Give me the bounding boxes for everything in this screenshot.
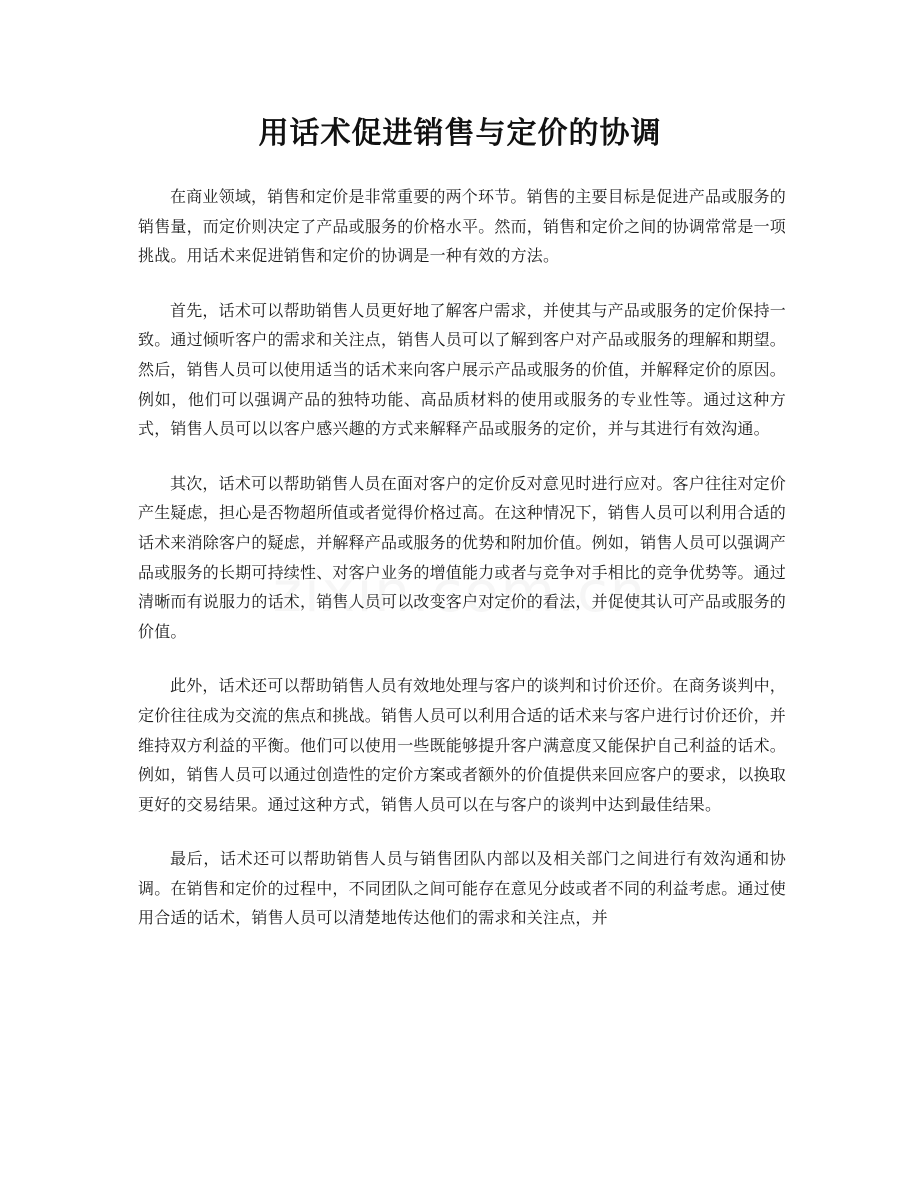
paragraph-4: 此外，话术还可以帮助销售人员有效地处理与客户的谈判和讨价还价。在商务谈判中，定价往往成为交流的焦点和挑战。销售人员可以利用合适的话术来与客户进行讨价还价，并维持双方利益的平衡。他们可以使用一些既能够提升客户满意度又能保护自己利益的话术。例如，销售人员可以通过创造性的定价方案或者额外的价值提供来回应客户的要求，以换取更好的交易结果。通过这种方式，销售人员可以在与客户的谈判中达到最佳结果。 xyxy=(138,676,787,814)
paragraph-5: 最后，话术还可以帮助销售人员与销售团队内部以及相关部门之间进行有效沟通和协调。在销售和定价的过程中，不同团队之间可能存在意见分歧或者不同的利益考虑。通过使用合适的话术，销售人员可以清楚地传达他们的需求和关注点，并 xyxy=(138,849,787,928)
document-body xyxy=(138,182,786,958)
paragraph-3: 其次，话术可以帮助销售人员在面对客户的定价反对意见时进行应对。客户往往对定价产生疑虑，担心是否物超所值或者觉得价格过高。在这种情况下，销售人员可以利用合适的话术来消除客户的疑虑，并解释产品或服务的优势和附加价值。例如，销售人员可以强调产品或服务的长期可持续性、对客户业务的增值能力或者与竞争对手相比的竞争优势等。通过清晰而有说服力的话术，销售人员可以改变客户对定价的看法，并促使其认可产品或服务的价值。 xyxy=(138,473,787,641)
document-title: 用话术促进销售与定价的协调 xyxy=(258,116,662,151)
paragraph-1: 在商业领域，销售和定价是非常重要的两个环节。销售的主要目标是促进产品或服务的销售量，而定价则决定了产品或服务的价格水平。然而，销售和定价之间的协调常常是一项挑战。用话术来促进销售和定价的协调是一种有效的方法。 xyxy=(138,187,787,266)
paragraph-2: 首先，话术可以帮助销售人员更好地了解客户需求，并使其与产品或服务的定价保持一致。通过倾听客户的需求和关注点，销售人员可以了解到客户对产品或服务的理解和期望。然后，销售人员可以使用适当的话术来向客户展示产品或服务的价值，并解释定价的原因。例如，他们可以强调产品的独特功能、高品质材料的使用或服务的专业性等。通过这种方式，销售人员可以以客户感兴趣的方式来解释产品或服务的定价，并与其进行有效沟通。 xyxy=(138,300,787,439)
